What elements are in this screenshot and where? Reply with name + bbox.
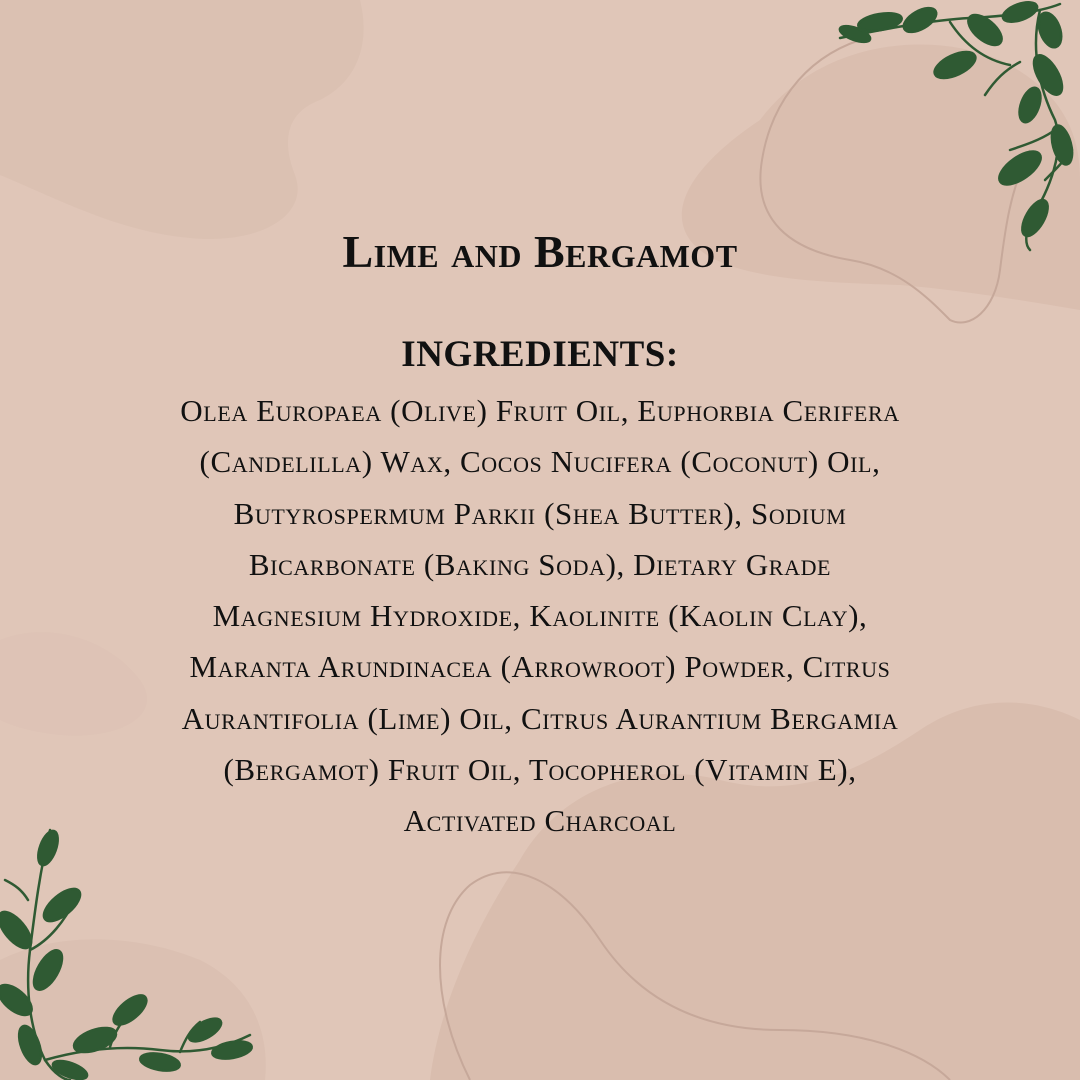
ingredients-line: Bicarbonate (Baking Soda), Dietary Grade bbox=[248, 546, 832, 582]
ingredients-line: Activated Charcoal bbox=[403, 803, 677, 839]
product-title: Lime and Bergamot bbox=[342, 226, 738, 277]
ingredients-line: (Candelilla) Wax, Cocos Nucifera (Coconut) Oil, bbox=[199, 444, 881, 480]
ingredients-line: Aurantifolia (Lime) Oil, Citrus Aurantium Bergamia bbox=[181, 700, 899, 736]
ingredients-line: Magnesium Hydroxide, Kaolinite (Kaolin Clay), bbox=[212, 598, 868, 634]
ingredients-line: Butyrospermum Parkii (Shea Butter), Sodium bbox=[233, 495, 847, 531]
bg-blob-top-left bbox=[0, 0, 364, 239]
ingredients-line: Olea Europaea (Olive) Fruit Oil, Euphorbia Cerifera bbox=[180, 393, 900, 428]
ingredients-line: Maranta Arundinacea (Arrowroot) Powder, Citrus bbox=[189, 649, 891, 685]
ingredients-list bbox=[60, 385, 1020, 847]
ingredients-heading: INGREDIENTS: bbox=[401, 334, 679, 375]
ingredients-line: (Bergamot) Fruit Oil, Tocopherol (Vitamin E), bbox=[223, 752, 857, 788]
